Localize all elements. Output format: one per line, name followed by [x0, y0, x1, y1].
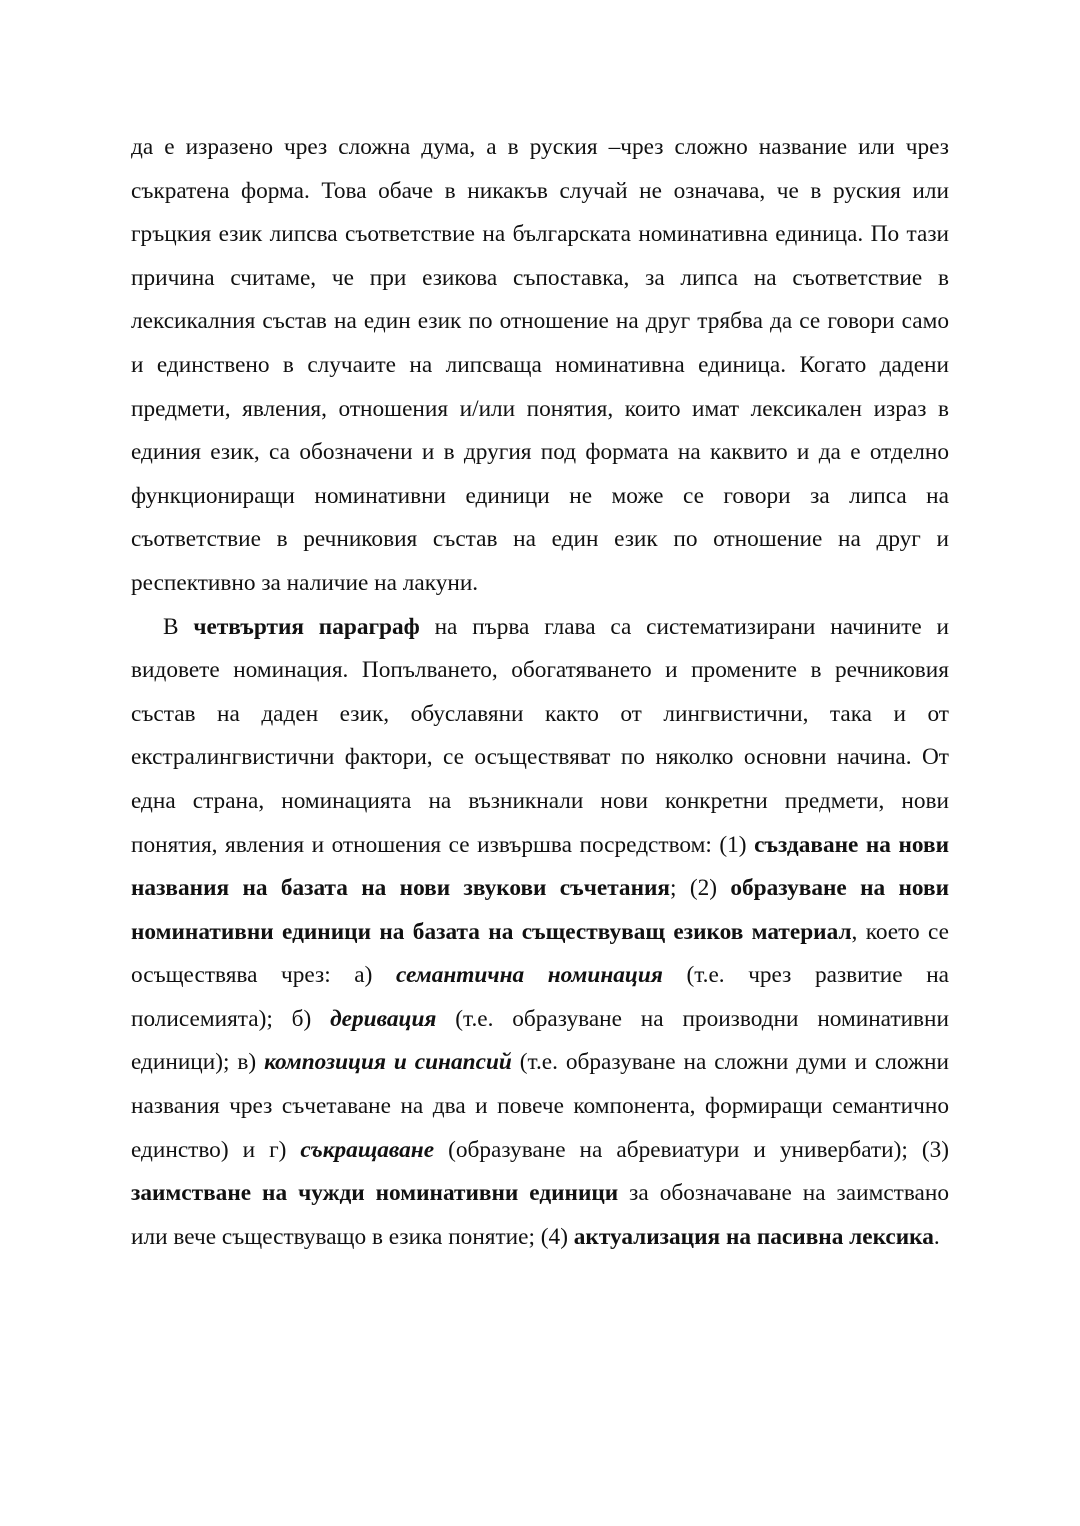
- text-run: (т.е. образуване на производни номинативни единици); в): [131, 1005, 949, 1076]
- bold-italic-term-semantic-nomination: семантична номинация: [395, 962, 663, 989]
- bold-term-passive-lexis: актуализация на пасивна лексика: [573, 1223, 934, 1250]
- bold-italic-term-composition: композиция и синапсий: [264, 1049, 512, 1076]
- bold-term-fourth-paragraph: четвъртия параграф: [193, 613, 420, 640]
- text-run: , което се осъществява чрез: а): [131, 918, 950, 989]
- bold-term-new-names: създаване на нови названия на базата на нови звукови съчетания: [131, 831, 949, 902]
- bold-italic-term-derivation: деривация: [330, 1005, 437, 1032]
- text-run: за обозначаване на заимствано или вече съществуващо в езика понятие; (4): [131, 1180, 949, 1250]
- text-run: (образуване на абревиатури и универбати); (3): [434, 1136, 949, 1163]
- text-run: (т.е. чрез развитие на полисемията); б): [131, 962, 949, 1032]
- document-page: [131, 126, 949, 1259]
- text-run: на първа глава са систематизирани начините и видовете номинация. Попълването, обогатяването и промените в речниковия състав на даден език, обуславяни както от лингвистични, така и от екстралингвистични фактори, се осъществяват по няколко основни начина. От една страна, номинацията на възникнали нови конкретни предмети, нови понятия, явления и отношения се извършва посредством: (1): [131, 613, 949, 858]
- bold-term-new-units: образуване на нови номинативни единици на базата на съществуващ езиков материал: [131, 875, 949, 945]
- paragraph-nomination-types: [131, 606, 949, 1260]
- text-run: (т.е. образуване на сложни думи и сложни названия чрез съчетаване на два и повече компонента, формиращи семантично единство) и г): [131, 1049, 949, 1163]
- text-run: В: [163, 613, 194, 640]
- text-run: ; (2): [670, 875, 731, 902]
- bold-italic-term-abbreviation: съкращаване: [300, 1136, 435, 1163]
- text-run: .: [933, 1223, 940, 1250]
- bold-term-borrowing: заимстване на чужди номинативни единици: [131, 1180, 619, 1207]
- paragraph-continuation: да е изразено чрез сложна дума, а в руския –чрез сложно название или чрез съкратена форма. Това обаче в никакъв случай не означава, че в руския или гръцкия език липсва съответствие на българската номинативна единица. По тази причина считаме, че при езикова съпоставка, за липса на съответствие в лексикалния състав на един език по отношение на друг трябва да се говори само и единствено в случаите на липсваща номинативна единица. Когато дадени предмети, явления, отношения и/или понятия, които имат лексикален израз в единия език, са обозначени и в другия под формата на каквито и да е отделно функциониращи номинативни единици не може се говори за липса на съответствие в речниковия състав на един език по отношение на друг и респективно за наличие на лакуни.: [131, 134, 949, 596]
